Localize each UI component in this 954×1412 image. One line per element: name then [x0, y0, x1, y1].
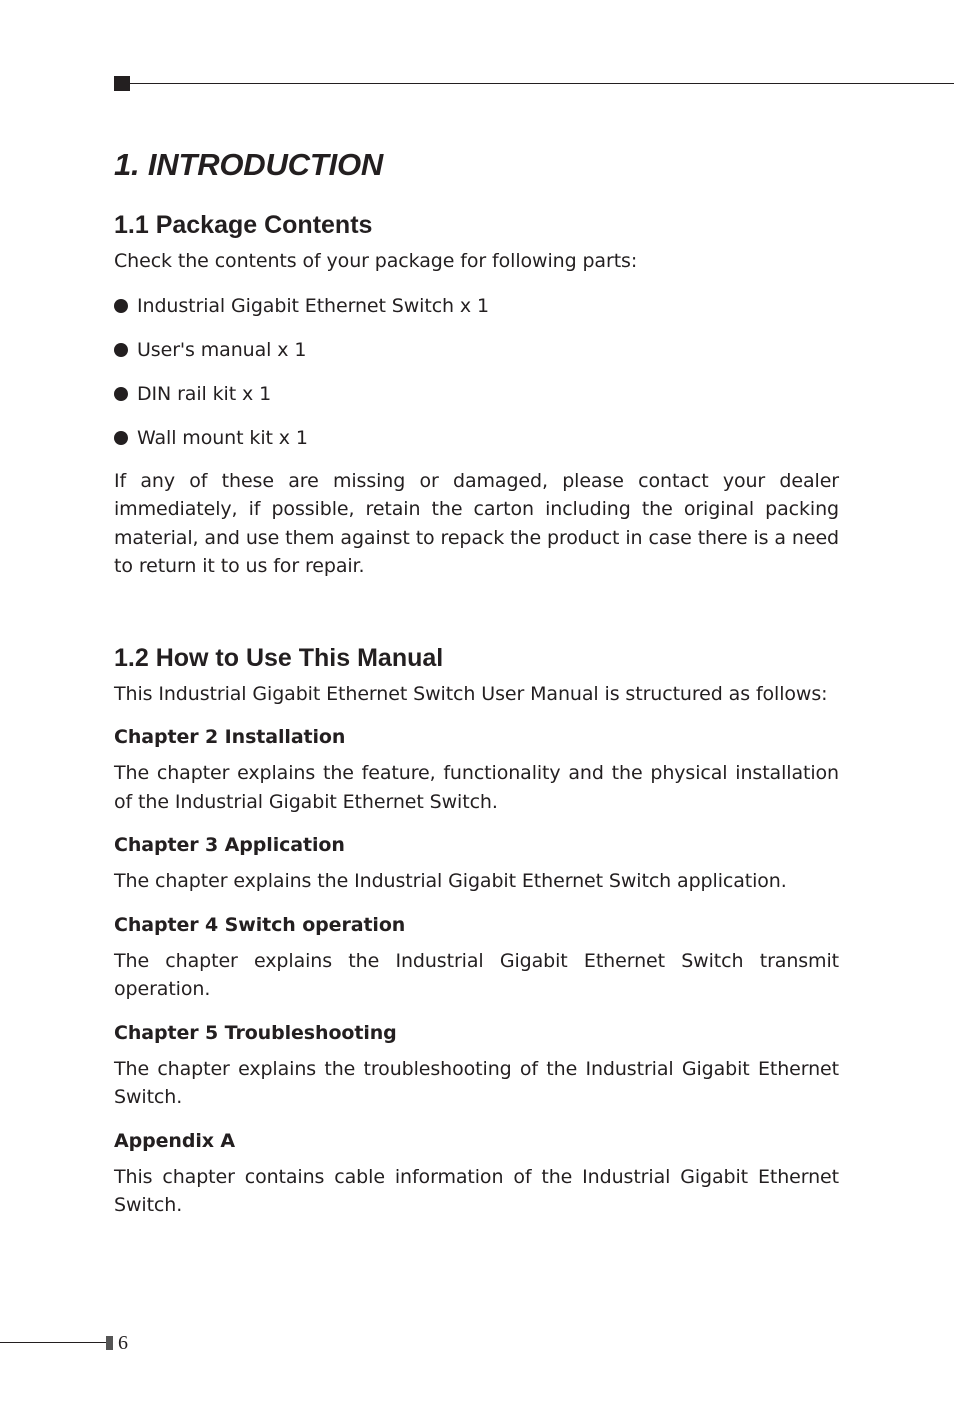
- list-item: User's manual x 1: [114, 336, 839, 364]
- chapter-description: This chapter contains cable information of the Industrial Gigabit Ethernet Switch.: [114, 1165, 839, 1216]
- page-content: [114, 140, 839, 1220]
- bullet-icon: [114, 431, 128, 445]
- chapter-block: [114, 831, 839, 896]
- list-item: Industrial Gigabit Ethernet Switch x 1: [114, 292, 839, 320]
- footer-rule: [0, 1342, 106, 1343]
- chapter-block: [114, 723, 839, 816]
- chapter-title: Appendix A: [114, 1129, 236, 1152]
- manual-structure-intro: This Industrial Gigabit Ethernet Switch User Manual is structured as follows:: [114, 682, 828, 705]
- package-intro: Check the contents of your package for following parts:: [114, 250, 638, 272]
- package-items-list: [114, 292, 839, 452]
- package-note: If any of these are missing or damaged, please contact your dealer immediately, if possible, retain the carton including the original packing material, and use them against to repack the product in case there is a need to return it to us for repair.: [114, 469, 839, 577]
- chapter-title: Chapter 2 Installation: [114, 726, 346, 748]
- chapter-description: The chapter explains the troubleshooting of the Industrial Gigabit Ethernet Switch.: [114, 1057, 839, 1108]
- chapter-title: Chapter 5 Troubleshooting: [114, 1021, 397, 1044]
- chapter-title: Chapter 3 Application: [114, 834, 345, 856]
- footer-marker: [106, 1336, 113, 1350]
- list-item: DIN rail kit x 1: [114, 380, 839, 408]
- header-rule: [130, 83, 954, 84]
- chapter-block: [114, 1127, 839, 1220]
- list-item: Wall mount kit x 1: [114, 424, 839, 452]
- chapter-title: Chapter 4 Switch operation: [114, 913, 406, 936]
- header-square-mark: [114, 76, 130, 91]
- chapter-block: [114, 1019, 839, 1112]
- bullet-icon: [114, 299, 128, 313]
- page-title: 1. INTRODUCTION: [114, 147, 384, 182]
- bullet-icon: [114, 343, 128, 357]
- chapter-description: The chapter explains the feature, functionality and the physical installation of the Industrial Gigabit Ethernet Switch.: [114, 762, 839, 813]
- section-heading-how-to-use: 1.2 How to Use This Manual: [114, 643, 444, 672]
- chapter-block: [114, 911, 839, 1004]
- chapter-description: The chapter explains the Industrial Gigabit Ethernet Switch application.: [114, 870, 787, 892]
- bullet-icon: [114, 387, 128, 401]
- page-number: 6: [118, 1332, 128, 1354]
- section-heading-package-contents: 1.1 Package Contents: [114, 211, 373, 239]
- chapter-description: The chapter explains the Industrial Gigabit Ethernet Switch transmit operation.: [114, 949, 839, 1000]
